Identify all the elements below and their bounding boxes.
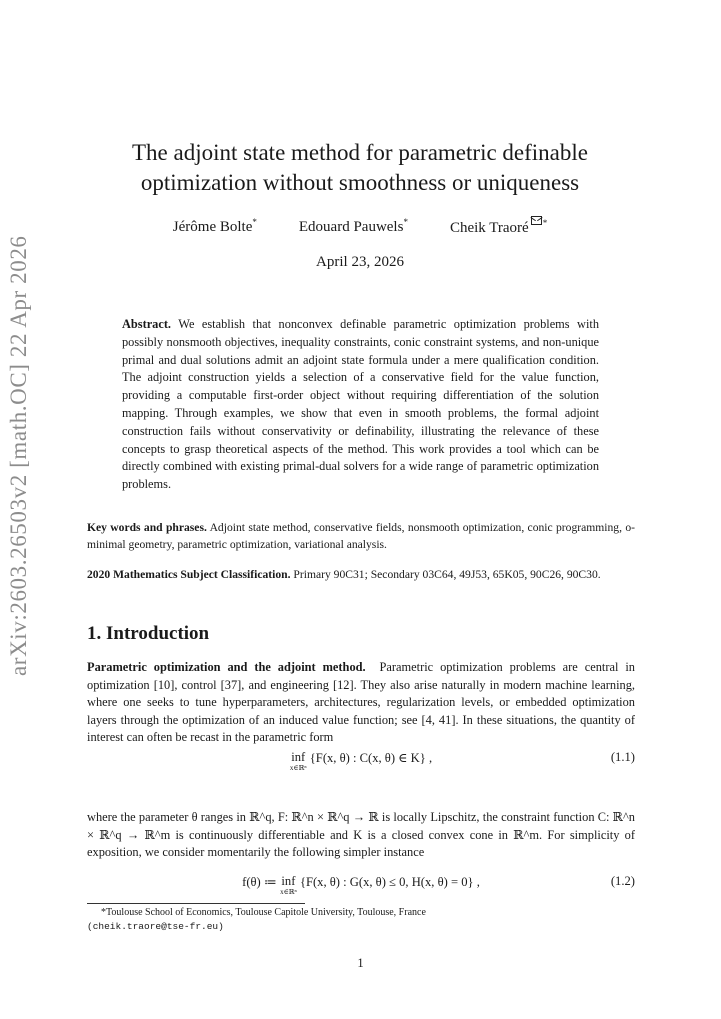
keywords-label: Key words and phrases.: [87, 521, 207, 534]
author-mark: *: [252, 217, 257, 227]
author-name: Edouard Pauwels: [298, 219, 404, 235]
intro-paragraph-1: [87, 659, 635, 747]
equation-number: (1.1): [610, 750, 635, 764]
intro-paragraph-2: where the parameter θ ranges in ℝ^q, F: ℝ^n × ℝ^q → ℝ is locally Lipschitz, the constraint function C: ℝ^n × ℝ^q → ℝ^m is continuously differentiable and K is a closed convex cone in ℝ^m. For simplicity of exposition, we consider momentarily the following simpler instance: [87, 810, 635, 860]
footnote-divider: [87, 903, 305, 904]
abstract-text: We establish that nonconvex definable parametric optimization problems with possibly nonsmooth objectives, inequality constraints, conic constraint systems, and non-unique primal and dual solutions admit an adjoint state formula under a mere qualification condition. The adjoint construction yields a selection of a conservative field for the value function, providing a computable first-order object without requiring differentiation of the solution mapping. Through examples, we show that even in smooth problems, the formal adjoint construction fails without conservativity or definability, illustrating the relevance of these concepts to grasp theoretical aspects of the method. This work provides a tool which can be directly combined with existing primal-dual solvers for a wide range of parametric optimization problems.: [122, 317, 599, 492]
abstract-label: Abstract.: [122, 317, 172, 331]
author-name: Jérôme Bolte: [172, 219, 253, 235]
paragraph-label: Parametric optimization and the adjoint method.: [87, 660, 366, 674]
paper-title: [60, 138, 660, 198]
section-heading: [87, 623, 209, 645]
equation-expression: {F(x, θ) : G(x, θ) ≤ 0, H(x, θ) = 0} ,: [299, 875, 480, 889]
page-number: 1: [357, 956, 364, 970]
author-name: Cheik Traoré: [449, 220, 529, 236]
equation-1-2: [87, 872, 635, 896]
equation-body: [87, 874, 635, 899]
arxiv-identifier: arXiv:2603.26503v2 [math.OC] 22 Apr 2026: [6, 235, 31, 676]
equation-number: (1.2): [610, 874, 635, 888]
equation-1-1: [87, 748, 635, 772]
publication-date: April 23, 2026: [316, 254, 404, 270]
equation-operator: inf x∈ℝⁿ: [290, 750, 307, 775]
section-title: Introduction: [106, 623, 210, 644]
author-bolte: [173, 217, 257, 237]
footnote-affiliation: *Toulouse School of Economics, Toulouse Capitole University, Toulouse, France: [101, 907, 426, 918]
msc-classification: [87, 566, 635, 583]
author-pauwels: [299, 217, 408, 237]
abstract: [122, 316, 599, 494]
msc-label: 2020 Mathematics Subject Classification.: [87, 568, 291, 581]
equation-body: [87, 750, 635, 775]
equation-lhs: f(θ) ≔: [242, 875, 277, 889]
envelope-icon: [531, 216, 542, 225]
section-number: 1.: [87, 623, 102, 644]
author-mark: *: [542, 218, 548, 228]
title-line-2: optimization without smoothness or uniqueness: [140, 170, 580, 195]
title-line-1: The adjoint state method for parametric definable: [132, 140, 588, 165]
equation-subscript: x∈ℝⁿ: [289, 764, 307, 772]
paragraph-text: Parametric optimization problems are central in optimization [10], control [37], and engineering [12]. They also arise naturally in modern machine learning, where one seeks to tune hyperparameters, architectures, regularization levels, or embedded optimization layers through the optimization of an induced value function; see [4, 41]. In these situations, the quantity of interest can often be recast in the parametric form: [87, 660, 635, 745]
keywords: [87, 519, 635, 553]
equation-subscript: x∈ℝⁿ: [280, 888, 297, 896]
footnote: [87, 906, 635, 934]
author-traore: [450, 217, 547, 237]
msc-text: Primary 90C31; Secondary 03C64, 49J53, 65K05, 90C26, 90C30.: [293, 568, 601, 581]
equation-expression: {F(x, θ) : C(x, θ) ∈ K} ,: [309, 751, 433, 765]
keywords-text: Adjoint state method, conservative fields, nonsmooth optimization, conic programming, o-minimal geometry, parametric optimization, variational analysis.: [87, 521, 636, 551]
author-list: [60, 217, 660, 237]
author-mark: *: [403, 217, 408, 227]
footnote-email: (cheik.traore@tse-fr.eu): [87, 921, 224, 932]
equation-operator: inf x∈ℝⁿ: [280, 874, 297, 899]
